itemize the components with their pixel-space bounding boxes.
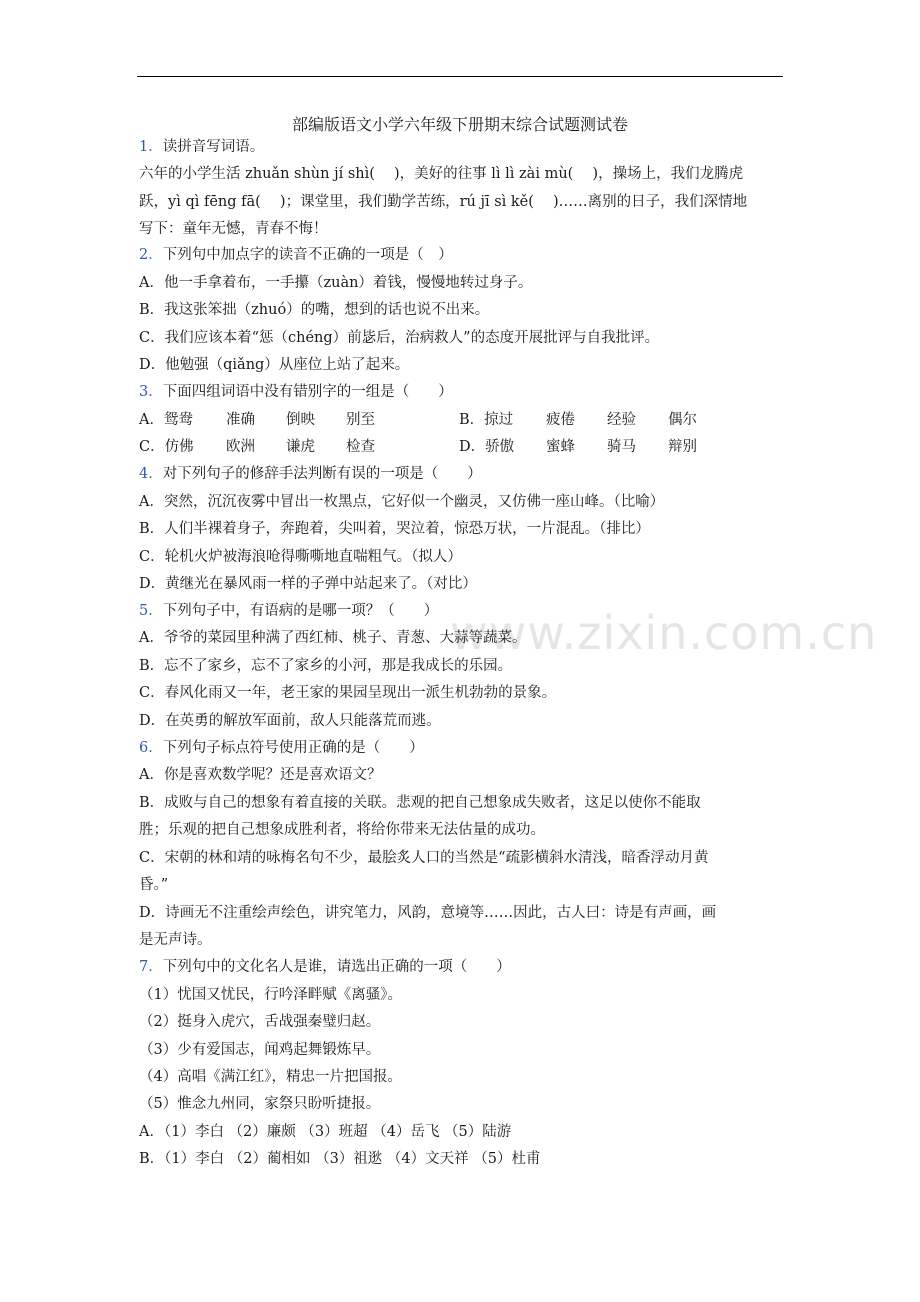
question-stem: [139, 601, 438, 621]
question-line: B．人们半裸着身子，奔跑着，尖叫着，哭泣着，惊恐万状，一片混乱。（排比）: [139, 521, 650, 537]
question-number: 3．: [139, 384, 163, 400]
question-stem: [139, 464, 482, 484]
question-text: 下列句中的文化名人是谁，请选出正确的一项（ ）: [162, 959, 511, 975]
question-text: 对下列句子的修辞手法判断有误的一项是（ ）: [162, 466, 482, 482]
question-line: （1）忧国又忧民，行吟泽畔赋《离骚》。: [139, 987, 402, 1003]
question-line: 写下：童年无憾，青春不悔！: [139, 221, 328, 237]
question-line: 胜；乐观的把自己想象成胜利者，将给你带来无法估量的成功。: [139, 822, 545, 838]
word-option: 谦虎: [286, 439, 315, 455]
question-number: 1．: [139, 139, 163, 155]
question-line: （2）挺身入虎穴，舌战强秦璧归赵。: [139, 1014, 381, 1030]
question-line: C．我们应该本着“惩（chéng）前毖后，治病救人”的态度开展批评与自我批评。: [139, 330, 660, 346]
question-line: D．黄继光在暴风雨一样的子弹中站起来了。（对比）: [139, 576, 477, 592]
word-option: B．掠过: [459, 412, 514, 428]
word-option: 检查: [346, 439, 375, 455]
question-number: 5．: [139, 603, 163, 619]
question-number: 7．: [139, 959, 163, 975]
question-stem: [139, 738, 424, 758]
question-line: D．他勉强（qiǎng）从座位上站了起来。: [139, 357, 410, 373]
word-option: 辩别: [668, 439, 697, 455]
question-line: 六年的小学生活 zhuǎn shùn jí shì( )，美好的往事 lì lì zài mù( )，操场上，我们龙腾虎: [139, 166, 744, 182]
question-line: C．春风化雨又一年，老王家的果园呈现出一派生机勃勃的景象。: [139, 685, 557, 701]
question-stem: [139, 382, 453, 402]
question-line: A．突然，沉沉夜雾中冒出一枚黑点，它好似一个幽灵，又仿佛一座山峰。（比喻）: [139, 494, 665, 510]
question-stem: [139, 245, 453, 265]
word-option: 骑马: [607, 439, 636, 455]
question-text: 下列句中加点字的读音不正确的一项是（ ）: [162, 247, 453, 263]
word-option: 欧洲: [226, 439, 255, 455]
question-line: B．成败与自己的想象有着直接的关联。悲观的把自己想象成失败者，这足以使你不能取: [139, 795, 701, 811]
word-option: 经验: [607, 412, 636, 428]
word-option: 蜜蜂: [546, 439, 575, 455]
watermark: www.zixin.com.cn: [450, 606, 878, 660]
word-option: 倒映: [286, 412, 315, 428]
question-line: C．宋朝的林和靖的咏梅名句不少，最脍炙人口的当然是“疏影横斜水清浅，暗香浮动月黄: [139, 850, 709, 866]
page-title: 部编版语文小学六年级下册期末综合试题测试卷: [291, 115, 628, 134]
question-line: A．（1）李白 （2）廉颇 （3）班超 （4）岳飞 （5）陆游: [139, 1124, 512, 1140]
question-line: B．忘不了家乡，忘不了家乡的小河，那是我成长的乐园。: [139, 658, 513, 674]
question-line: （5）惟念九州同，家祭只盼听捷报。: [139, 1096, 381, 1112]
word-option: D．骄傲: [459, 439, 515, 455]
question-line: D．诗画无不注重绘声绘色，讲究笔力，风韵，意境等……因此，古人曰：诗是有声画，画: [139, 905, 717, 921]
question-line: 跃，yì qì fēng fā( )；课堂里，我们勤学苦练，rú jī sì kě( )……离别的日子，我们深情地: [139, 194, 748, 210]
word-option: 疲倦: [546, 412, 575, 428]
question-stem: [139, 957, 511, 977]
question-line: （4）高唱《满江红》，精忠一片把国报。: [139, 1069, 402, 1085]
word-option: C．仿佛: [139, 439, 194, 455]
question-text: 读拼音写词语。: [162, 139, 265, 155]
word-option: 偶尔: [668, 412, 697, 428]
question-line: B．我这张笨拙（zhuó）的嘴，想到的话也说不出来。: [139, 302, 490, 318]
question-line: A．他一手拿着布，一手攥（zuàn）着钱，慢慢地转过身子。: [139, 275, 533, 291]
question-line: D．在英勇的解放军面前，敌人只能落荒而逃。: [139, 713, 441, 729]
question-line: 是无声诗。: [139, 932, 212, 948]
question-text: 下列句子中，有语病的是哪一项？（ ）: [162, 603, 439, 619]
word-option: A．鸳鸯: [139, 412, 193, 428]
question-text: 下面四组词语中没有错别字的一组是（ ）: [162, 384, 453, 400]
word-option: 别至: [346, 412, 375, 428]
question-line: C．轮机火炉被海浪呛得嘶嘶地直喘粗气。（拟人）: [139, 549, 462, 565]
word-option: 准确: [226, 412, 255, 428]
question-stem: [139, 137, 264, 157]
question-number: 6．: [139, 740, 163, 756]
question-text: 下列句子标点符号使用正确的是（ ）: [162, 740, 424, 756]
question-line: A．爷爷的菜园里种满了西红柿、桃子、青葱、大蒜等蔬菜。: [139, 630, 527, 646]
question-number: 2．: [139, 247, 163, 263]
question-line: B．（1）李白 （2）蔺相如 （3）祖逖 （4）文天祥 （5）杜甫: [139, 1151, 541, 1167]
question-line: 昏。”: [139, 877, 169, 893]
question-line: （3）少有爱国志，闻鸡起舞锻炼早。: [139, 1042, 381, 1058]
header-rule: [137, 76, 783, 77]
question-line: A．你是喜欢数学呢？还是喜欢语文？: [139, 767, 382, 783]
question-number: 4．: [139, 466, 163, 482]
